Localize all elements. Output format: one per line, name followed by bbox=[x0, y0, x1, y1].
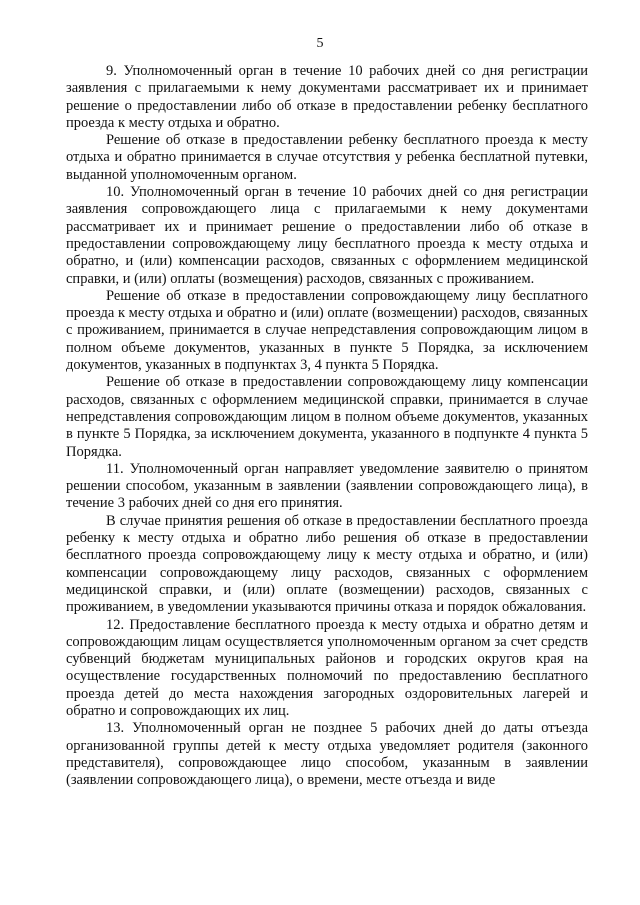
paragraph-13: 13. Уполномоченный орган не позднее 5 рабочих дней до даты отъезда организованной группы детей к месту отдыха уведомляет родителя (законного представителя), сопровождающее лицо способом, указанным в заявлении (заявлении сопровождающего лица), о времени, месте отъезда и виде bbox=[66, 720, 588, 789]
paragraph-9-refusal: Решение об отказе в предоставлении ребенку бесплатного проезда к месту отдыха и обратно принимается в случае отсутствия у ребенка бесплатной путевки, выданной уполномоченным органом. bbox=[66, 132, 588, 183]
paragraph-12: 12. Предоставление бесплатного проезда к месту отдыха и обратно детям и сопровождающим лицам осуществляется уполномоченным органом за счет средств субвенций бюджетам муниципальных районов и городских округов края на осуществление государственных полномочий по предоставлению бесплатного проезда детей до места нахождения загородных оздоровительных лагерей и обратно и сопровождающих их лиц. bbox=[66, 616, 588, 719]
document-body bbox=[66, 63, 588, 789]
paragraph-10-refusal-travel: Решение об отказе в предоставлении сопровождающему лицу бесплатного проезда к месту отдыха и обратно и (или) оплате (возмещении) расходов, связанных с проживанием, принимается в случае непредставления сопровождающим лицом в полном объеме документов, указанных в пункте 5 Порядка, за исключением документов, указанных в подпунктах 3, 4 пункта 5 Порядка. bbox=[66, 287, 588, 374]
paragraph-11: 11. Уполномоченный орган направляет уведомление заявителю о принятом решении способом, указанным в заявлении (заявлении сопровождающего лица), в течение 3 рабочих дней со дня его принятия. bbox=[66, 460, 588, 512]
paragraph-10-refusal-medical: Решение об отказе в предоставлении сопровождающему лицу компенсации расходов, связанных с оформлением медицинской справки, принимается в случае непредставления сопровождающим лицом в полном объеме документов, указанных в пункте 5 Порядка, за исключением документа, указанного в подпункте 4 пункта 5 Порядка. bbox=[66, 374, 588, 460]
paragraph-9: 9. Уполномоченный орган в течение 10 рабочих дней со дня регистрации заявления с прилагаемыми к нему документами рассматривает их и принимает решение о предоставлении либо об отказе в предоставлении ребенку бесплатного проезда к месту отдыха и обратно. bbox=[66, 63, 588, 131]
page-number: 5 bbox=[316, 36, 324, 51]
paragraph-10: 10. Уполномоченный орган в течение 10 рабочих дней со дня регистрации заявления сопровождающего лица с прилагаемыми к нему документами рассматривает их и принимает решение о предоставлении либо об отказе в предоставлении сопровождающему лицу бесплатного проезда к месту отдыха и обратно, и (или) компенсации расходов, связанных с оформлением медицинской справки, и (или) оплаты (возмещения) расходов, связанных с проживанием. bbox=[66, 184, 588, 287]
paragraph-11-refusal-notice: В случае принятия решения об отказе в предоставлении бесплатного проезда ребенку к месту отдыха и обратно либо решения об отказе в предоставлении бесплатного проезда сопровождающему лицу к месту отдыха и обратно, и (или) компенсации сопровождающему лицу расходов, связанных с оформлением медицинской справки, и (или) оплате (возмещении) расходов, связанных с проживанием, в уведомлении указываются причины отказа и порядок обжалования. bbox=[66, 512, 588, 616]
